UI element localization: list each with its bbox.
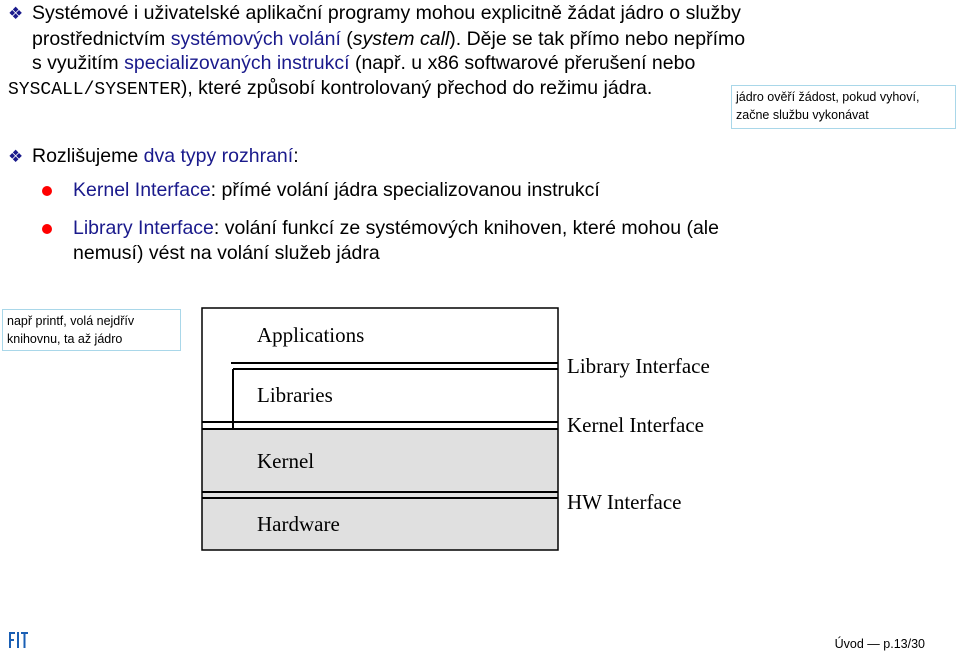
bullet-kernel-interface [73, 178, 600, 203]
bullet-dot-icon [42, 224, 52, 234]
layer-applications: Applications [257, 323, 365, 347]
term-system-calls: systémových volání [170, 27, 341, 50]
label-library-interface: Library Interface [567, 354, 710, 378]
page-number: Úvod — p.13/30 [834, 637, 925, 651]
note-line: např printf, volá nejdřív [7, 314, 135, 328]
note-line: knihovnu, ta až jádro [7, 332, 123, 346]
bullet-library-interface [73, 216, 719, 265]
label-hw-interface: HW Interface [567, 490, 682, 514]
note-printf [2, 309, 181, 351]
intro-text: Systémové i uživatelské aplikační programy mohou explicitně žádat jádro o služby [32, 2, 741, 24]
term-library-interface: Library Interface [73, 217, 214, 239]
intro-text: (např. u x86 softwarové přerušení nebo [349, 52, 696, 74]
term-two-interface-types: dva typy rozhraní [143, 145, 294, 167]
intro-line-2 [8, 27, 908, 52]
intro-line-1 [8, 1, 908, 27]
layer-libraries: Libraries [257, 383, 333, 407]
intro-line-3 [8, 51, 908, 76]
heading-text: Rozlišujeme [32, 145, 144, 167]
layer-hardware: Hardware [257, 512, 340, 536]
note-kernel-verifies [731, 85, 956, 129]
term-kernel-interface: Kernel Interface [73, 179, 211, 201]
intro-text: ( [340, 27, 353, 50]
bullet-text: : volání funkcí ze systémových knihoven, které mohou (ale [213, 217, 719, 239]
term-special-instructions: specializovaných instrukcí [124, 52, 350, 74]
layer-kernel: Kernel [257, 449, 315, 473]
intro-text: prostřednictvím [32, 27, 171, 50]
heading-text: : [293, 145, 299, 167]
term-syscall-sysenter: SYSCALL/SYSENTER [8, 79, 181, 100]
intro-text: s využitím [32, 52, 125, 74]
bullet-dot-icon [42, 186, 52, 196]
note-line: jádro ověří žádost, pokud vyhoví, [736, 90, 920, 104]
intro-text: ). Děje se tak přímo nebo nepřímo [449, 27, 746, 50]
label-kernel-interface: Kernel Interface [567, 413, 704, 437]
bullet-text: nemusí) vést na volání služeb jádra [73, 241, 380, 264]
diamond-bullet-icon: ❖ [8, 4, 24, 23]
interfaces-heading [8, 144, 299, 170]
note-line: začne službu vykonávat [736, 108, 869, 122]
intro-text: ), které způsobí kontrolovaný přechod do režimu jádra. [180, 76, 653, 99]
diamond-bullet-icon: ❖ [8, 147, 24, 166]
kernel-layer-fill [202, 429, 558, 550]
bullet-text: : přímé volání jádra specializovanou instrukcí [210, 179, 600, 201]
term-system-call: system call [352, 27, 450, 50]
fit-logo-icon [8, 630, 28, 650]
